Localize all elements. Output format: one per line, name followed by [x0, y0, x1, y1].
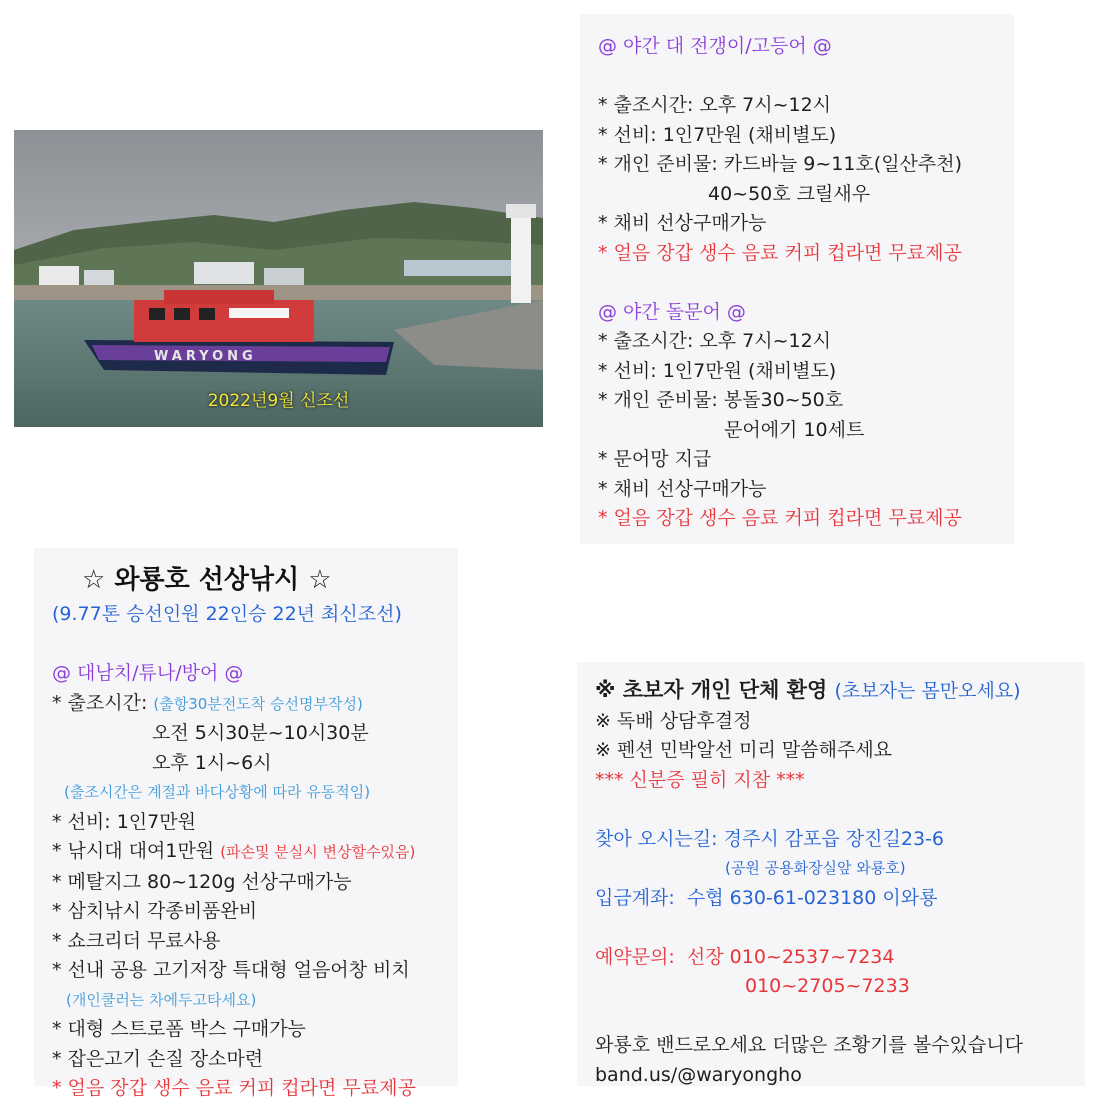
main-time-note: (출항30분전도착 승선명부작성) [153, 694, 363, 713]
info-reserve2: 010~2705~7233 [745, 975, 910, 997]
info-welcome-note: (초보자는 몸만오세요) [834, 680, 1021, 702]
night-mackerel-line: 40~50호 크릴새우 [708, 182, 871, 205]
main-item: * 대형 스트로폼 박스 구매가능 [52, 1018, 306, 1040]
info-welcome: ※ 초보자 개인 단체 환영 [595, 678, 835, 702]
main-fishing-panel [34, 548, 458, 1099]
main-time-am: 오전 5시30분~10시30분 [152, 722, 369, 744]
main-time-caveat: (출조시간은 계절과 바다상황에 따라 유동적임) [64, 783, 371, 801]
night-fishing-panel [580, 14, 1014, 544]
night-mackerel-free-notice: * 얼음 장갑 생수 음료 커피 컵라면 무료제공 [598, 241, 962, 264]
night-octopus-line: * 선비: 1인7만원 (채비별도) [598, 359, 837, 382]
main-rod-label: * 낚시대 대여1만원 [52, 840, 221, 862]
night-octopus-free-notice: * 얼음 장갑 생수 음료 커피 컵라면 무료제공 [598, 507, 962, 529]
boat-photo [14, 130, 543, 427]
night-octopus-line: 문어에기 10세트 [724, 418, 865, 441]
info-band-url: band.us/@waryongho [595, 1063, 802, 1086]
main-fee: * 선비: 1인7만원 [52, 810, 196, 833]
main-item: * 선내 공용 고기저장 특대형 얼음어창 비치 [52, 959, 410, 981]
main-title: ☆ 와룡호 선상낚시 ☆ [82, 565, 332, 595]
photo-caption: 2022년9월 신조선 [207, 391, 350, 411]
boat-name-text: WARYONG [154, 349, 257, 364]
night-octopus-heading: @ 야간 돌문어 @ [598, 300, 746, 323]
main-item: * 잡은고기 손질 장소마련 [52, 1047, 264, 1070]
info-account: 입금계좌: 수협 630-61-023180 이와룡 [595, 886, 938, 909]
night-mackerel-line: * 선비: 1인7만원 (채비별도) [598, 123, 837, 146]
night-mackerel-heading: @ 야간 대 전갱이/고등어 @ [598, 35, 832, 57]
main-rod-note: (파손및 분실시 변상할수있음) [220, 843, 416, 861]
info-band: 와룡호 밴드로오세요 더많은 조황기를 볼수있습니다 [595, 1034, 1023, 1056]
boat-photo-illustration [14, 130, 543, 427]
main-time-pm: 오후 1시~6시 [152, 751, 272, 774]
info-directions: 찾아 오시는길: 경주시 감포읍 장진길23-6 [595, 827, 944, 850]
main-free-notice: * 얼음 장갑 생수 음료 커피 컵라면 무료제공 [52, 1077, 416, 1099]
main-heading: @ 대남치/튜나/방어 @ [52, 662, 244, 684]
main-rod-line [52, 837, 458, 868]
info-line: ※ 펜션 민박알선 미리 말씀해주세요 [595, 739, 893, 761]
night-mackerel-line: * 채비 선상구매가능 [598, 212, 767, 234]
night-octopus-line: * 채비 선상구매가능 [598, 477, 767, 500]
night-octopus-line: * 문어망 지급 [598, 448, 712, 470]
info-reserve: 예약문의: 선장 010~2537~7234 [595, 945, 895, 968]
main-subtitle: (9.77톤 승선인원 22인승 22년 최신조선) [52, 603, 402, 625]
info-directions-note: (공원 공용화장실앞 와룡호) [725, 859, 906, 877]
info-id-note: *** 신분증 필히 지참 *** [595, 768, 805, 791]
night-mackerel-line: * 개인 준비물: 카드바늘 9~11호(일산추천) [598, 153, 963, 175]
night-octopus-line: * 개인 준비물: 봉돌30~50호 [598, 389, 844, 411]
main-item: * 쇼크리더 무료사용 [52, 929, 221, 952]
main-item: * 메탈지그 80~120g 선상구매가능 [52, 870, 352, 893]
info-welcome-line [595, 676, 1085, 707]
night-mackerel-line: * 출조시간: 오후 7시~12시 [598, 94, 832, 116]
info-panel [577, 662, 1085, 1086]
night-octopus-line: * 출조시간: 오후 7시~12시 [598, 330, 832, 352]
main-cooler-note: (개인쿨러는 차에두고타세요) [66, 990, 257, 1009]
main-time-label: * 출조시간: [52, 691, 154, 714]
main-time-line [52, 689, 458, 720]
info-line: ※ 독배 상담후결정 [595, 709, 752, 732]
main-item: * 삼치낚시 각종비품완비 [52, 900, 258, 922]
